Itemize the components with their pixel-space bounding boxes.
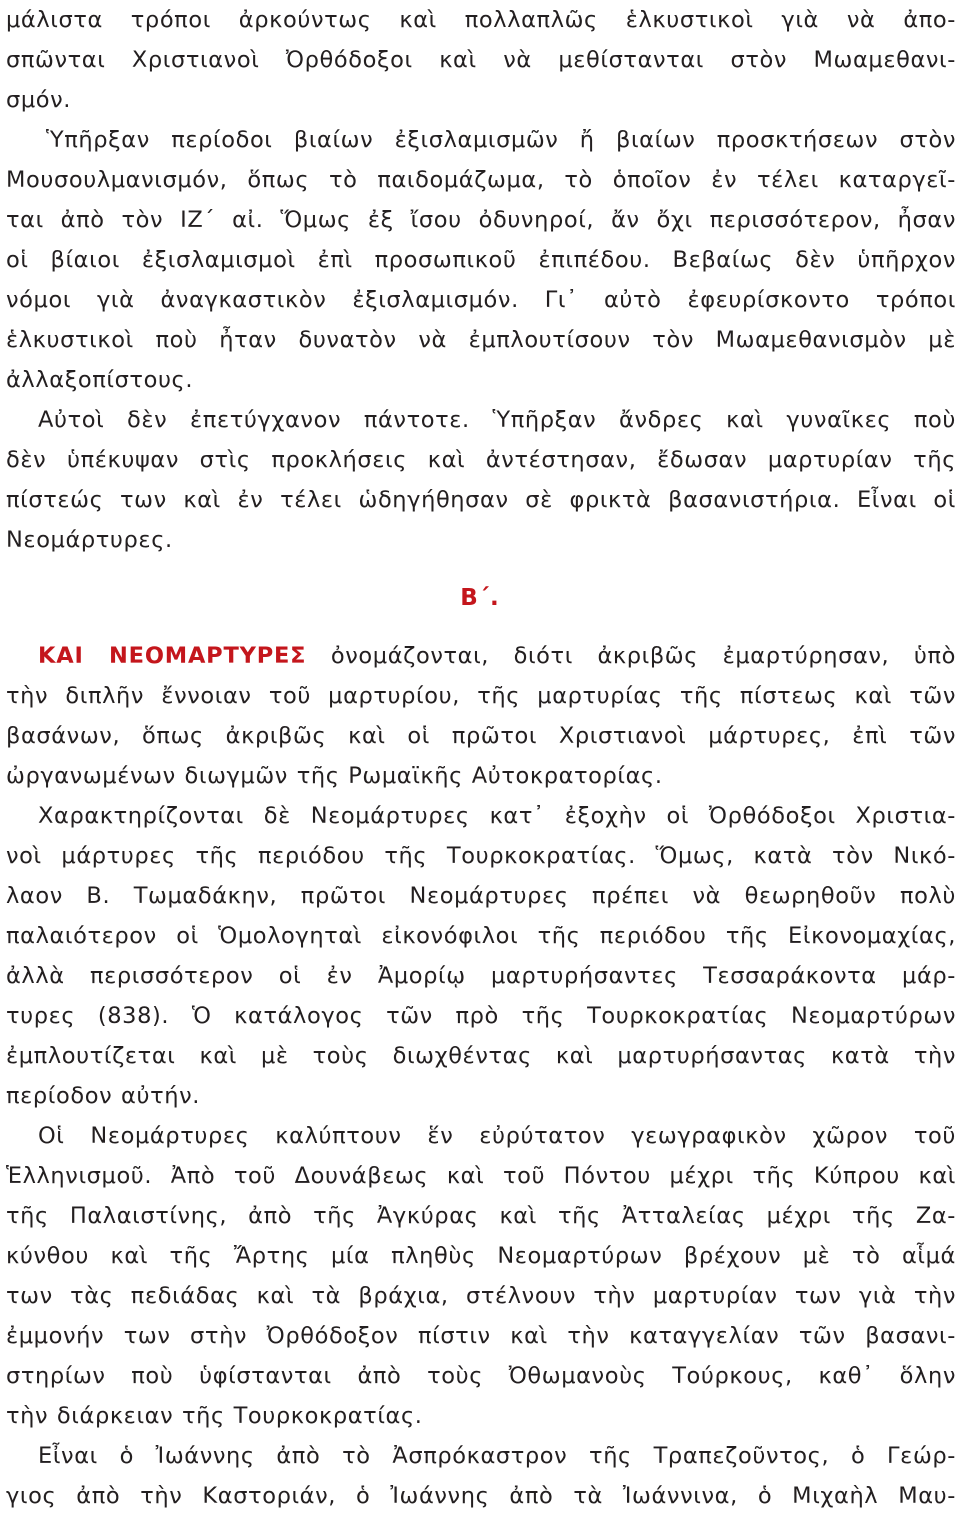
text-line: Μουσουλμανισμόν, ὅπως τὸ παιδομάζωμα, τὸ ὁποῖον ἐν τέλει καταργεῖ- xyxy=(6,167,956,193)
text-line: στηρίων ποὺ ὑφίστανται ἀπὸ τοὺς Ὀθωμανοὺς Τούρκους, καθ᾽ ὅλην xyxy=(6,1363,956,1389)
text-line: Χαρακτηρίζονται δὲ Νεομάρτυρες κατ᾽ ἐξοχὴν οἱ Ὀρθόδοξοι Χριστια- xyxy=(38,803,956,829)
text-line: ἀλλαξοπίστους. xyxy=(6,367,194,393)
text-line: νοὶ μάρτυρες τῆς περιόδου τῆς Τουρκοκρατίας. Ὅμως, κατὰ τὸν Νικό- xyxy=(6,843,956,869)
text-line: δὲν ὑπέκυψαν στὶς προκλήσεις καὶ ἀντέστησαν, ἔδωσαν μαρτυρίαν τῆς xyxy=(6,447,956,473)
lead-rest: ὀνομάζονται, διότι ἀκριβῶς ἐμαρτύρησαν, ὑπὸ xyxy=(306,643,956,669)
text-line: Οἱ Νεομάρτυρες καλύπτουν ἕν εὐρύτατον γεωγραφικὸν χῶρον τοῦ xyxy=(38,1123,956,1149)
text-line xyxy=(38,636,956,676)
text-line: ἀλλὰ περισσότερον οἱ ἐν Ἀμορίῳ μαρτυρήσαντες Τεσσαράκοντα μάρ- xyxy=(6,963,956,989)
text-line: των τὰς πεδιάδας καὶ τὰ βράχια, στέλνουν τὴν μαρτυρίαν των γιὰ τὴν xyxy=(6,1283,956,1309)
section-heading: Β΄. xyxy=(460,585,500,611)
text-line: ἐμπλουτίζεται καὶ μὲ τοὺς διωχθέντας καὶ μαρτυρήσαντας κατὰ τὴν xyxy=(6,1043,956,1069)
text-line: κύνθου καὶ τῆς Ἄρτης μία πληθὺς Νεομαρτύρων βρέχουν μὲ τὸ αἷμά xyxy=(6,1243,956,1269)
text-line: τὴν διάρκειαν τῆς Τουρκοκρατίας. xyxy=(6,1403,423,1429)
text-line: ἐμμονήν των στὴν Ὀρθόδοξον πίστιν καὶ τὴν καταγγελίαν τῶν βασανι- xyxy=(6,1323,956,1349)
text-line: γιος ἀπὸ τὴν Καστοριάν, ὁ Ἰωάννης ἀπὸ τὰ Ἰωάννινα, ὁ Μιχαὴλ Μαυ- xyxy=(6,1483,956,1509)
text-line: Εἶναι ὁ Ἰωάννης ἀπὸ τὸ Ἀσπρόκαστρον τῆς Τραπεζοῦντος, ὁ Γεώρ- xyxy=(38,1443,956,1469)
text-line: τὴν διπλῆν ἔννοιαν τοῦ μαρτυρίου, τῆς μαρτυρίας τῆς πίστεως καὶ τῶν xyxy=(6,683,956,709)
text-line: Νεομάρτυρες. xyxy=(6,527,173,553)
text-line: Ὑπῆρξαν περίοδοι βιαίων ἐξισλαμισμῶν ἤ βιαίων προσκτήσεων στὸν xyxy=(46,127,956,153)
text-line: Αὐτοὶ δὲν ἐπετύγχανον πάντοτε. Ὑπῆρξαν ἄνδρες καὶ γυναῖκες ποὺ xyxy=(38,407,956,433)
text-line: περίοδον αὐτήν. xyxy=(6,1083,200,1109)
text-line: τῆς Παλαιστίνης, ἀπὸ τῆς Ἀγκύρας καὶ τῆς Ἀτταλείας μέχρι τῆς Ζα- xyxy=(6,1203,956,1229)
text-line: πίστεώς των καὶ ἐν τέλει ὡδηγήθησαν σὲ φρικτὰ βασανιστήρια. Εἶναι οἱ xyxy=(6,487,956,513)
text-line: μάλιστα τρόποι ἀρκούντως καὶ πολλαπλῶς ἑλκυστικοὶ γιὰ νὰ ἀπο- xyxy=(6,7,956,33)
text-line: ἑλκυστικοὶ ποὺ ἦταν δυνατὸν νὰ ἐμπλουτίσουν τὸν Μωαμεθανισμὸν μὲ xyxy=(6,327,956,353)
text-line: ται ἀπὸ τὸν ΙΖ΄ αἰ. Ὅμως ἐξ ἴσου ὀδυνηροί, ἄν ὄχι περισσότερον, ἦσαν xyxy=(6,207,956,233)
text-line: σπῶνται Χριστιανοὶ Ὀρθόδοξοι καὶ νὰ μεθίστανται στὸν Μωαμεθανι- xyxy=(6,47,956,73)
text-line: βασάνων, ὅπως ἀκριβῶς καὶ οἱ πρῶτοι Χριστιανοὶ μάρτυρες, ἐπὶ τῶν xyxy=(6,723,956,749)
text-line: λαον Β. Τωμαδάκην, πρῶτοι Νεομάρτυρες πρέπει νὰ θεωρηθοῦν πολὺ xyxy=(6,883,956,909)
text-line: Ἑλληνισμοῦ. Ἀπὸ τοῦ Δουνάβεως καὶ τοῦ Πόντου μέχρι τῆς Κύπρου καὶ xyxy=(6,1163,956,1189)
text-line: σμόν. xyxy=(6,87,72,113)
text-line: οἱ βίαιοι ἐξισλαμισμοὶ ἐπὶ προσωπικοῦ ἐπιπέδου. Βεβαίως δὲν ὑπῆρχον xyxy=(6,247,956,273)
lead-caps: ΚΑΙ ΝΕΟΜΑΡΤΥΡΕΣ xyxy=(38,643,307,669)
text-line: ὠργανωμένων διωγμῶν τῆς Ρωμαϊκῆς Αὐτοκρατορίας. xyxy=(6,763,663,789)
text-line: τυρες (838). Ὁ κατάλογος τῶν πρὸ τῆς Τουρκοκρατίας Νεομαρτύρων xyxy=(6,1003,956,1029)
text-line: νόμοι γιὰ ἀναγκαστικὸν ἐξισλαμισμόν. Γι᾽ αὐτὸ ἐφευρίσκοντο τρόποι xyxy=(6,287,956,313)
text-line: παλαιότερον οἱ Ὁμολογηταὶ εἰκονόφιλοι τῆς περιόδου τῆς Εἰκονομαχίας, xyxy=(6,923,956,949)
